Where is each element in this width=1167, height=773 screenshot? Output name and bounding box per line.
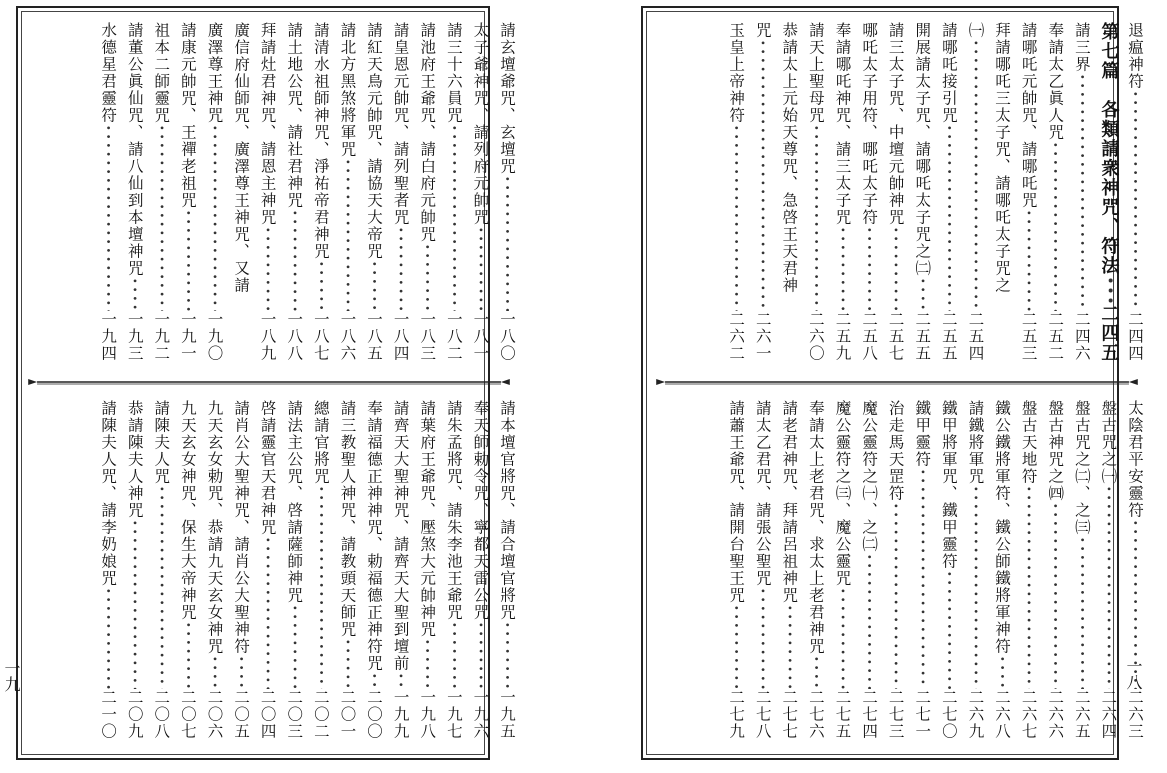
toc-leader-dots <box>935 124 962 311</box>
toc-page-number: 二七六 <box>806 689 825 740</box>
toc-entry <box>1121 22 1148 362</box>
toc-leader-dots <box>882 502 909 689</box>
toc-entry-title: 鐵甲將軍咒、鐵甲靈符 <box>939 400 958 570</box>
toc-leader-dots <box>148 124 175 311</box>
toc-leader-dots <box>307 485 334 689</box>
toc-leader-dots <box>360 260 387 311</box>
toc-entry-title: 恭請太上元始天尊咒、急啓王天君神 <box>780 22 799 294</box>
toc-entry-title: 鐵甲靈符 <box>913 400 932 468</box>
toc-page-number: 一八三 <box>418 311 437 362</box>
toc-entry <box>121 400 148 740</box>
toc-leader-dots <box>749 39 776 311</box>
toc-entry <box>95 22 122 362</box>
toc-leader-dots <box>802 655 829 689</box>
toc-entry-title: 拜請哪吒三太子咒、請哪吒太子咒之 <box>993 22 1012 294</box>
toc-leader-dots <box>1095 485 1122 689</box>
toc-entry <box>749 400 776 740</box>
toc-entry-title: 太子爺神咒、請列府元帥咒 <box>471 22 490 226</box>
left-page-number: 一九 <box>2 660 21 692</box>
toc-entry <box>855 400 882 740</box>
toc-leader-dots <box>723 604 750 689</box>
toc-page-number: 一九四 <box>99 311 118 362</box>
toc-page-number: 二六五 <box>1072 689 1091 740</box>
toc-leader-dots <box>281 209 308 311</box>
toc-entry <box>988 400 1015 740</box>
toc-leader-dots <box>1042 502 1069 689</box>
toc-leader-dots <box>1121 90 1148 311</box>
toc-page-number: 二四五 <box>1098 303 1120 362</box>
toc-page-number: 二七五 <box>833 689 852 740</box>
toc-entry <box>493 22 520 362</box>
toc-entry-title: 請玄壇爺咒、玄壇咒 <box>498 22 516 175</box>
toc-entry <box>307 22 334 362</box>
toc-entry-title: 請三教聖人神咒、請教頭天師咒 <box>338 400 357 638</box>
toc-entry-title: 請天上聖母咒 <box>806 22 825 124</box>
toc-entry <box>962 22 989 362</box>
toc-entry-title: 魔公靈符之㈢、魔公靈咒 <box>833 400 852 587</box>
toc-page-number: 二〇七 <box>178 689 197 740</box>
toc-leader-dots <box>962 485 989 689</box>
toc-entry-title: 啓請靈官天君神咒 <box>258 400 277 536</box>
toc-page-number: 一九九 <box>391 689 410 740</box>
toc-page-number: 一九一 <box>178 311 197 362</box>
toc-page-number: 一九七 <box>444 689 463 740</box>
toc-page-number: 一九二 <box>152 311 171 362</box>
toc-entry <box>829 400 856 740</box>
toc-page-number: 一八五 <box>365 311 384 362</box>
toc-page-number: 一八四 <box>391 311 410 362</box>
toc-leader-dots <box>882 226 909 311</box>
toc-entry <box>935 400 962 740</box>
left-page <box>0 0 540 773</box>
toc-leader-dots <box>467 226 494 311</box>
toc-entry <box>121 22 148 362</box>
toc-entry <box>802 400 829 740</box>
toc-entry-title: 請三界 <box>1072 22 1091 73</box>
toc-leader-dots <box>935 570 962 689</box>
toc-entry-title: 請哪吒元帥咒、請哪吒咒 <box>1019 22 1038 209</box>
toc-entry <box>174 22 201 362</box>
toc-entry-title: 請蕭王爺咒、請開台聖王咒 <box>727 400 746 604</box>
toc-leader-dots <box>281 604 308 689</box>
toc-page-number: 二四四 <box>1126 311 1144 362</box>
toc-leader-dots <box>414 638 441 689</box>
toc-entry-title: 盤古咒之㈡、之㈢ <box>1072 400 1091 536</box>
toc-page-number: 二五九 <box>833 311 852 362</box>
toc-entry-title: 請朱孟將咒、請朱李池王爺咒 <box>444 400 463 621</box>
toc-entry <box>749 22 776 362</box>
toc-entry-title: 請皇恩元帥咒、請列聖者咒 <box>391 22 410 226</box>
toc-page-number: 二六〇 <box>806 311 825 362</box>
toc-entry <box>440 22 467 362</box>
toc-entry-title: 水德星君靈符 <box>99 22 118 124</box>
toc-page-number: 二〇九 <box>125 689 144 740</box>
toc-leader-dots <box>440 621 467 689</box>
toc-leader-dots <box>387 672 414 689</box>
toc-leader-dots <box>440 124 467 311</box>
toc-leader-dots <box>1042 141 1069 311</box>
toc-entry <box>882 22 909 362</box>
toc-entry-title: 請土地公咒、請社君神咒 <box>285 22 304 209</box>
toc-entry <box>387 400 414 740</box>
toc-entry-title: 請哪吒接引咒 <box>939 22 958 124</box>
toc-page-number: 二五二 <box>1046 311 1065 362</box>
toc-leader-dots <box>121 519 148 689</box>
toc-page-number: 一八六 <box>338 311 357 362</box>
toc-leader-dots <box>802 124 829 311</box>
toc-entry-title: 總請官將咒 <box>311 400 330 485</box>
toc-entry-title: 第七篇 各類請衆神咒、符法 <box>1098 22 1120 276</box>
toc-entry-title: 盤古神咒之㈣ <box>1046 400 1065 502</box>
toc-page-number: 一八一 <box>471 311 490 362</box>
toc-leader-dots <box>909 468 936 689</box>
toc-entry-title: 開展請太子咒、請哪吒太子咒之㈡ <box>913 22 932 277</box>
right-toc-lower-section <box>648 400 1148 740</box>
toc-leader-dots <box>1015 485 1042 689</box>
toc-page-number: 二七四 <box>860 689 879 740</box>
toc-leader-dots <box>1095 276 1122 304</box>
toc-entry-title: 退瘟神符 <box>1126 22 1144 90</box>
toc-leader-dots <box>227 655 254 689</box>
toc-page-number: 二〇六 <box>205 689 224 740</box>
toc-leader-dots <box>1015 209 1042 311</box>
toc-entry <box>148 400 175 740</box>
toc-page-number: 二六四 <box>1099 689 1118 740</box>
toc-entry-title: 拜請灶君神咒、請恩主神咒 <box>258 22 277 226</box>
toc-page-number: 一八〇 <box>498 311 516 362</box>
toc-entry <box>1095 400 1122 740</box>
toc-entry-title: 請陳夫人咒、請李奶娘咒 <box>99 400 118 587</box>
toc-leader-dots <box>174 621 201 689</box>
left-ornamental-divider <box>26 378 512 386</box>
toc-page-number: 二五五 <box>913 311 932 362</box>
toc-leader-dots <box>829 587 856 689</box>
toc-page-number: 二七八 <box>753 689 772 740</box>
toc-entry-title: 請池府王爺咒、請白府元帥咒 <box>418 22 437 243</box>
toc-page-number: 一八八 <box>285 311 304 362</box>
toc-leader-dots <box>723 124 750 311</box>
toc-page-number: 一九八 <box>418 689 437 740</box>
toc-entry <box>467 22 494 362</box>
toc-entry <box>723 22 750 362</box>
toc-leader-dots <box>776 604 803 689</box>
toc-entry <box>201 400 228 740</box>
toc-page-number: 二六九 <box>966 689 985 740</box>
toc-entry-title: 請法主公咒、啓請薩師神咒 <box>285 400 304 604</box>
toc-entry-title: 請北方黑煞將軍咒 <box>338 22 357 158</box>
toc-entry <box>254 22 281 362</box>
toc-page-number: 二〇二 <box>311 689 330 740</box>
toc-page-number: 二七一 <box>913 689 932 740</box>
toc-entry-title: 奉請太乙眞人咒 <box>1046 22 1065 141</box>
toc-leader-dots <box>360 672 387 689</box>
toc-leader-dots <box>909 277 936 311</box>
toc-page-number: 二六一 <box>753 311 772 362</box>
toc-entry <box>962 400 989 740</box>
toc-entry-title: 請三太子咒、中壇元帥神咒 <box>886 22 905 226</box>
toc-entry <box>414 22 441 362</box>
toc-entry-title: 治走馬天罡符 <box>886 400 905 502</box>
toc-leader-dots <box>201 655 228 689</box>
toc-entry-title: 請太乙君咒、請張公聖咒 <box>753 400 772 587</box>
toc-page-number: 二六六 <box>1046 689 1065 740</box>
toc-entry-title: 請清水祖師神咒、淨祐帝君神咒 <box>311 22 330 260</box>
toc-entry <box>855 22 882 362</box>
toc-entry-title: 請本壇官將咒、請合壇官將咒 <box>498 400 516 621</box>
toc-entry <box>882 400 909 740</box>
toc-page-number: 二〇三 <box>285 689 304 740</box>
toc-entry <box>254 400 281 740</box>
toc-page-number: 二五四 <box>966 311 985 362</box>
toc-entry-title: 請陳夫人咒 <box>152 400 171 485</box>
right-page <box>628 0 1167 773</box>
toc-entry-title: 太陰君平安靈符 <box>1126 400 1144 519</box>
toc-page-number: 二七九 <box>727 689 746 740</box>
toc-page-number: 二〇一 <box>338 689 357 740</box>
toc-entry-title: 鐵公鐵將軍符、鐵公師鐵將軍神符 <box>993 400 1012 655</box>
toc-leader-dots <box>334 158 361 311</box>
toc-entry <box>95 400 122 740</box>
toc-entry-title: 請紅天鳥元帥咒、請協天大帝咒 <box>365 22 384 260</box>
toc-leader-dots <box>121 277 148 311</box>
toc-page-number: 二六七 <box>1019 689 1038 740</box>
toc-page-number: 二七〇 <box>939 689 958 740</box>
toc-leader-dots <box>855 226 882 311</box>
toc-page-number: 一九三 <box>125 311 144 362</box>
toc-leader-dots <box>988 655 1015 689</box>
toc-leader-dots <box>855 553 882 689</box>
toc-page-number: 二七三 <box>886 689 905 740</box>
toc-page-number: 二六二 <box>727 311 746 362</box>
toc-entry <box>467 400 494 740</box>
toc-entry-title: 九天玄女勅咒、恭請九天玄女神咒 <box>205 400 224 655</box>
toc-entry-title: 盤古咒之㈠ <box>1099 400 1118 485</box>
toc-leader-dots <box>254 536 281 689</box>
toc-entry <box>334 400 361 740</box>
toc-leader-dots <box>829 226 856 311</box>
toc-entry <box>227 22 254 362</box>
toc-entry <box>307 400 334 740</box>
toc-entry <box>174 400 201 740</box>
toc-page-number: 一八九 <box>258 311 277 362</box>
toc-entry-title: 恭請陳夫人神咒 <box>125 400 144 519</box>
toc-page-number: 二五七 <box>886 311 905 362</box>
left-toc-lower-section <box>20 400 520 740</box>
toc-entry-title: 廣信府仙師咒、廣澤尊王神咒、又請 <box>232 22 251 294</box>
toc-page-number: 二五三 <box>1019 311 1038 362</box>
toc-leader-dots <box>307 260 334 311</box>
toc-entry <box>148 22 175 362</box>
toc-entry <box>1015 400 1042 740</box>
toc-page-number: 二五五 <box>939 311 958 362</box>
toc-entry <box>909 400 936 740</box>
toc-page-number: 二六三 <box>1126 689 1144 740</box>
toc-leader-dots <box>334 638 361 689</box>
toc-entry <box>776 22 803 362</box>
toc-entry-title: 請葉府王爺咒、壓煞大元帥神咒 <box>418 400 437 638</box>
toc-entry <box>723 400 750 740</box>
toc-leader-dots <box>254 226 281 311</box>
toc-entry-title: 奉天師勅令咒、寧都天雷公咒 <box>471 400 490 621</box>
toc-entry <box>935 22 962 362</box>
toc-entry-title: 請鐵將軍咒 <box>966 400 985 485</box>
toc-entry-title: 請董公眞仙咒、請八仙到本壇神咒 <box>125 22 144 277</box>
toc-page-number: 二七七 <box>780 689 799 740</box>
toc-entry <box>1042 22 1069 362</box>
toc-entry <box>281 400 308 740</box>
toc-leader-dots <box>749 587 776 689</box>
toc-entry-title: 魔公靈符之㈠、之㈡ <box>860 400 879 553</box>
toc-entry-title: 哪吒太子用符、哪吒太子符 <box>860 22 879 226</box>
toc-entry-title: 咒 <box>753 22 772 39</box>
toc-entry <box>281 22 308 362</box>
toc-entry-title: 盤古天地符 <box>1019 400 1038 485</box>
toc-page-number: 二四六 <box>1072 311 1091 362</box>
toc-entry-title: 奉請哪吒神咒、請三太子咒 <box>833 22 852 226</box>
right-toc-upper-section <box>648 22 1148 362</box>
toc-entry <box>988 22 1015 362</box>
toc-entry <box>414 400 441 740</box>
toc-entry <box>493 400 520 740</box>
toc-leader-dots <box>1068 73 1095 311</box>
toc-entry <box>1068 400 1095 740</box>
toc-entry-title: 請肖公大聖神咒、請肖公大聖神符 <box>232 400 251 655</box>
toc-page-number: 二〇八 <box>152 689 171 740</box>
toc-leader-dots <box>1068 536 1095 689</box>
toc-entry <box>334 22 361 362</box>
toc-entry-title: ㈠ <box>966 22 985 39</box>
toc-leader-dots <box>467 621 494 689</box>
toc-entry-title: 請齊天大聖神咒、請齊天大聖到壇前 <box>391 400 410 672</box>
toc-entry <box>1015 22 1042 362</box>
toc-entry <box>387 22 414 362</box>
toc-leader-dots <box>201 124 228 311</box>
toc-page-number: 一九六 <box>471 689 490 740</box>
toc-entry-title: 請三十六員咒 <box>444 22 463 124</box>
toc-entry-title: 請康元帥咒、王禪老祖咒 <box>178 22 197 209</box>
right-page-number: 一八 <box>1124 658 1143 690</box>
toc-page-number: 一八二 <box>444 311 463 362</box>
chapter-heading-entry <box>1095 22 1122 362</box>
toc-entry <box>802 22 829 362</box>
toc-leader-dots <box>962 39 989 311</box>
left-toc-upper-section <box>20 22 520 362</box>
toc-page-number: 二一〇 <box>99 689 118 740</box>
toc-entry-title: 祖本二師靈咒 <box>152 22 171 124</box>
toc-leader-dots <box>387 226 414 311</box>
toc-leader-dots <box>493 175 520 311</box>
toc-leader-dots <box>174 209 201 311</box>
right-ornamental-divider <box>654 378 1140 386</box>
toc-leader-dots <box>95 587 122 689</box>
toc-entry-title: 廣澤尊王神咒 <box>205 22 224 124</box>
toc-entry-title: 九天玄女神咒、保生大帝神咒 <box>178 400 197 621</box>
toc-entry <box>909 22 936 362</box>
toc-entry <box>1068 22 1095 362</box>
toc-entry <box>201 22 228 362</box>
toc-entry-title: 玉皇上帝神符 <box>727 22 746 124</box>
toc-page-number: 一九五 <box>498 689 516 740</box>
toc-page-number: 二六八 <box>993 689 1012 740</box>
toc-page-number: 二〇五 <box>232 689 251 740</box>
toc-leader-dots <box>148 485 175 689</box>
toc-entry <box>227 400 254 740</box>
toc-entry-title: 奉請福德正神神咒、勅福德正神符咒 <box>365 400 384 672</box>
toc-leader-dots <box>414 243 441 311</box>
toc-entry-title: 請老君神咒、拜請呂祖神咒 <box>780 400 799 604</box>
toc-entry <box>1042 400 1069 740</box>
toc-page-number: 二〇四 <box>258 689 277 740</box>
toc-leader-dots <box>493 621 520 689</box>
toc-entry <box>360 400 387 740</box>
toc-page-number: 一八七 <box>311 311 330 362</box>
toc-entry <box>440 400 467 740</box>
toc-entry-title: 奉請太上老君咒、求太上老君神咒 <box>806 400 825 655</box>
toc-page-number: 一九〇 <box>205 311 224 362</box>
toc-leader-dots <box>95 124 122 311</box>
toc-page-number: 二五八 <box>860 311 879 362</box>
toc-entry <box>776 400 803 740</box>
toc-entry <box>360 22 387 362</box>
toc-entry <box>829 22 856 362</box>
toc-page-number: 二〇〇 <box>365 689 384 740</box>
